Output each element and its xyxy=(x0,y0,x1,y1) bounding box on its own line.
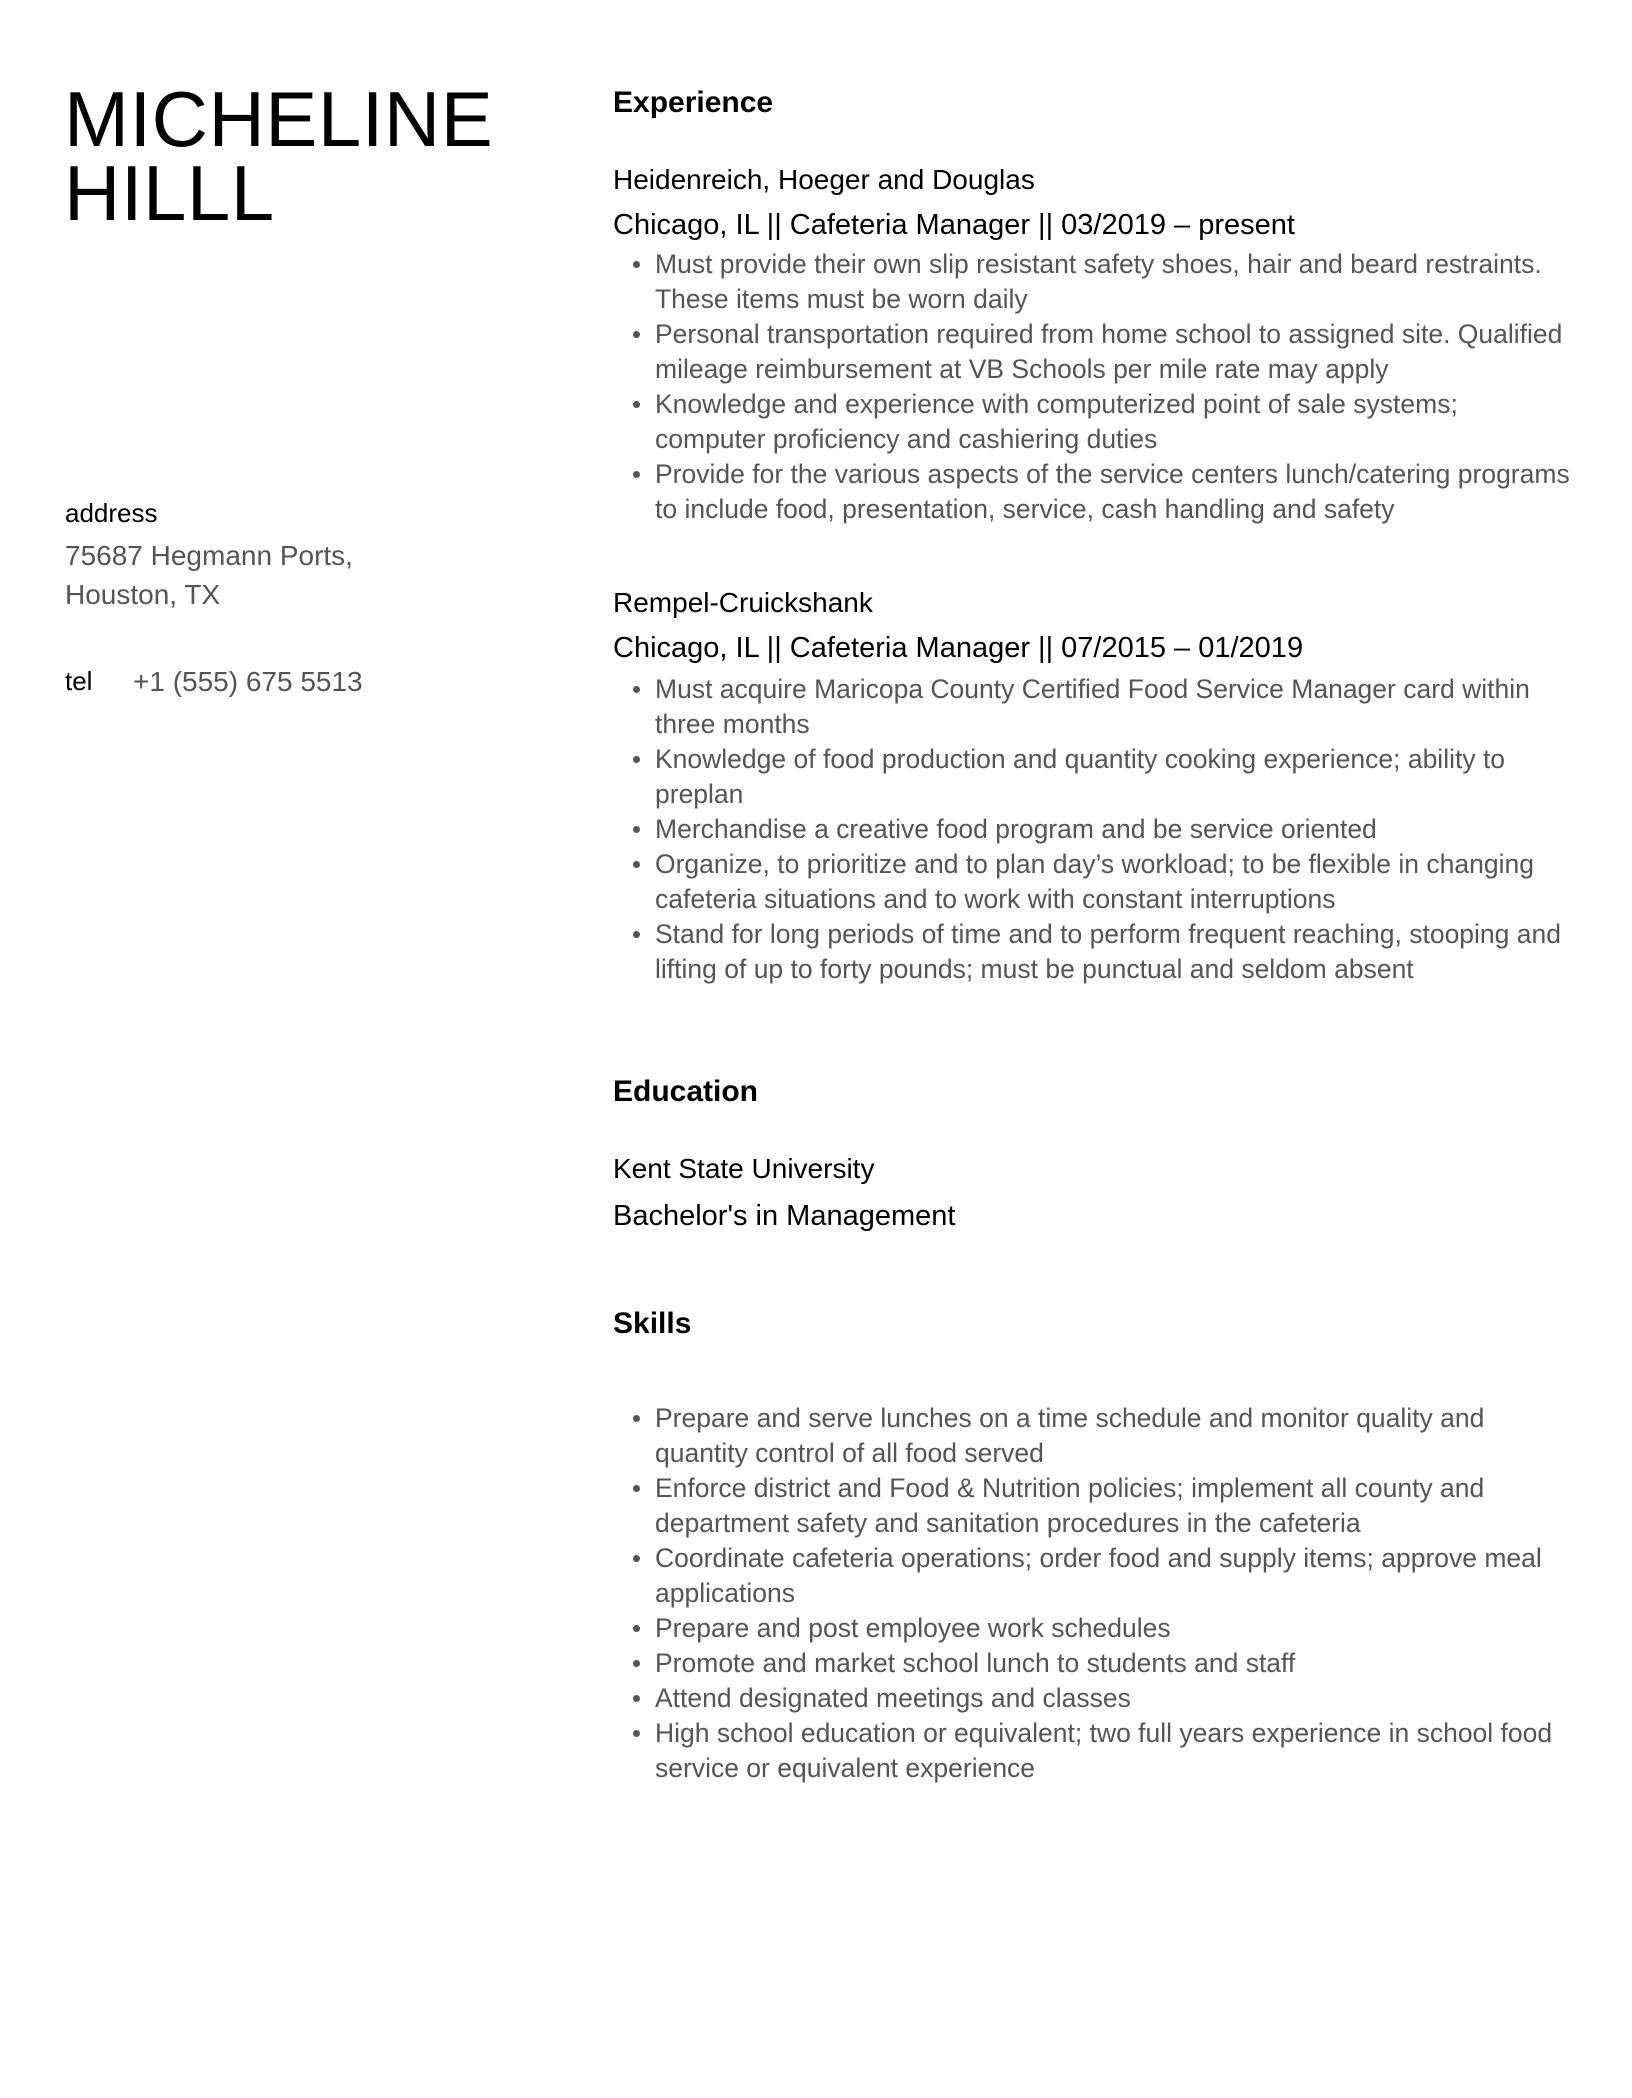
experience-heading: Experience xyxy=(613,86,774,119)
list-item: Promote and market school lunch to students and staff xyxy=(613,1646,1573,1681)
list-item: High school education or equivalent; two full years experience in school food service or equivalent experience xyxy=(613,1716,1573,1786)
skills-section xyxy=(613,1306,1573,1786)
education-degree: Bachelor's in Management xyxy=(613,1200,956,1232)
job-bullets xyxy=(613,247,1573,527)
education-heading: Education xyxy=(613,1075,759,1108)
list-item: Must provide their own slip resistant safety shoes, hair and beard restraints. These items must be worn daily xyxy=(613,247,1573,317)
list-item: Organize, to prioritize and to plan day’s workload; to be flexible in changing cafeteria situations and to work with constant interruptions xyxy=(613,847,1573,917)
tel-value: +1 (555) 675 5513 xyxy=(133,666,363,697)
education-school: Kent State University xyxy=(613,1153,875,1184)
list-item: Must acquire Maricopa County Certified Food Service Manager card within three months xyxy=(613,672,1573,742)
list-item: Enforce district and Food & Nutrition policies; implement all county and department safety and sanitation procedures in the cafeteria xyxy=(613,1471,1573,1541)
skills-heading: Skills xyxy=(613,1307,692,1340)
candidate-name xyxy=(64,75,494,237)
skills-list xyxy=(613,1401,1573,1786)
list-item: Knowledge of food production and quantity cooking experience; ability to preplan xyxy=(613,742,1573,812)
list-item: Personal transportation required from home school to assigned site. Qualified mileage reimbursement at VB Schools per mile rate may apply xyxy=(613,317,1573,387)
list-item: Coordinate cafeteria operations; order food and supply items; approve meal applications xyxy=(613,1541,1573,1611)
list-item: Merchandise a creative food program and be service oriented xyxy=(613,812,1573,847)
name-line-2: HILLL xyxy=(64,149,275,237)
address-value xyxy=(65,536,353,614)
job-meta: Chicago, IL || Cafeteria Manager || 07/2015 – 01/2019 xyxy=(613,632,1304,664)
list-item: Knowledge and experience with computerized point of sale systems; computer proficiency and cashiering duties xyxy=(613,387,1573,457)
address-line-2: Houston, TX xyxy=(65,579,221,610)
job-meta: Chicago, IL || Cafeteria Manager || 03/2019 – present xyxy=(613,209,1295,241)
list-item: Prepare and post employee work schedules xyxy=(613,1611,1573,1646)
job-company: Rempel-Cruickshank xyxy=(613,587,873,618)
tel-label: tel xyxy=(65,666,93,696)
list-item: Prepare and serve lunches on a time schedule and monitor quality and quantity control of all food served xyxy=(613,1401,1573,1471)
address-line-1: 75687 Hegmann Ports, xyxy=(65,540,353,571)
list-item: Stand for long periods of time and to perform frequent reaching, stooping and lifting of up to forty pounds; must be punctual and seldom absent xyxy=(613,917,1573,987)
job-bullets xyxy=(613,672,1573,987)
name-line-1: MICHELINE xyxy=(64,75,494,163)
list-item: Provide for the various aspects of the service centers lunch/catering programs to include food, presentation, service, cash handling and safety xyxy=(613,457,1573,527)
job-2 xyxy=(613,585,1573,987)
list-item: Attend designated meetings and classes xyxy=(613,1681,1573,1716)
job-company: Heidenreich, Hoeger and Douglas xyxy=(613,164,1035,195)
experience-section xyxy=(613,85,1573,121)
education-section xyxy=(613,1074,1573,1234)
address-label: address xyxy=(65,498,158,528)
job-1 xyxy=(613,162,1573,527)
